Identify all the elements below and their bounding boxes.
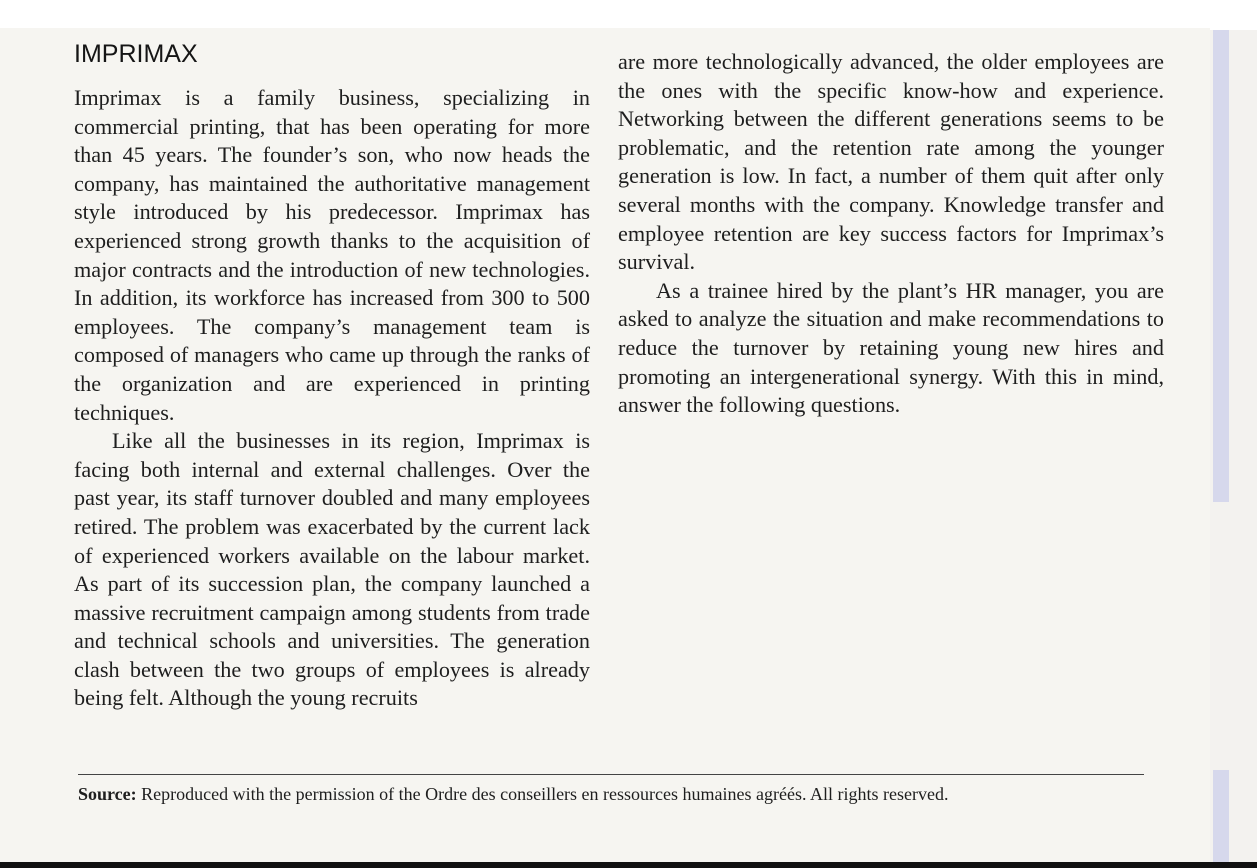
source-text: Reproduced with the permission of the Ordre des conseillers en ressources humaines agréés. All rights reserved. [141, 784, 949, 804]
case-title: IMPRIMAX [74, 40, 198, 68]
paragraph-2-continued: are more technologically advanced, the older employees are the ones with the specific know-how and experience. Networking between the different generations seems to be problematic, and the retention rate among the younger generation is low. In fact, a number of them quit after only several months with the company. Knowledge transfer and employee retention are key success factors for Imprimax’s survival. [618, 49, 1164, 275]
source-label: Source: [78, 784, 137, 804]
right-column [618, 48, 1164, 420]
page-edge-tab [1213, 30, 1229, 502]
left-column [74, 84, 590, 713]
bottom-edge [0, 862, 1257, 868]
paragraph-1: Imprimax is a family business, specializing in commercial printing, that has been operating for more than 45 years. The founder’s son, who now heads the company, has maintained the authoritative management style introduced by his predecessor. Imprimax has experienced strong growth thanks to the acquisition of major contracts and the introduction of new technologies. In addition, its workforce has increased from 300 to 500 employees. The company’s management team is composed of managers who came up through the ranks of the organization and are experienced in printing techniques. [74, 85, 590, 425]
top-margin-strip [0, 0, 1257, 30]
source-note [78, 784, 1088, 804]
page-edge-tab [1213, 770, 1229, 862]
footnote-divider [78, 774, 1144, 775]
paragraph-3: As a trainee hired by the plant’s HR manager, you are asked to analyze the situation and make recommendations to reduce the turnover by retaining young new hires and promoting an intergenerational synergy. With this in mind, answer the following questions. [618, 277, 1164, 418]
paragraph-2: Like all the businesses in its region, Imprimax is facing both internal and external challenges. Over the past year, its staff turnover doubled and many employees retired. The problem was exacerbated by the current lack of experienced workers available on the labour market. As part of its succession plan, the company launched a massive recruitment campaign among students from trade and technical schools and universities. The generation clash between the two groups of employees is already being felt. Although the young recruits [74, 428, 590, 711]
